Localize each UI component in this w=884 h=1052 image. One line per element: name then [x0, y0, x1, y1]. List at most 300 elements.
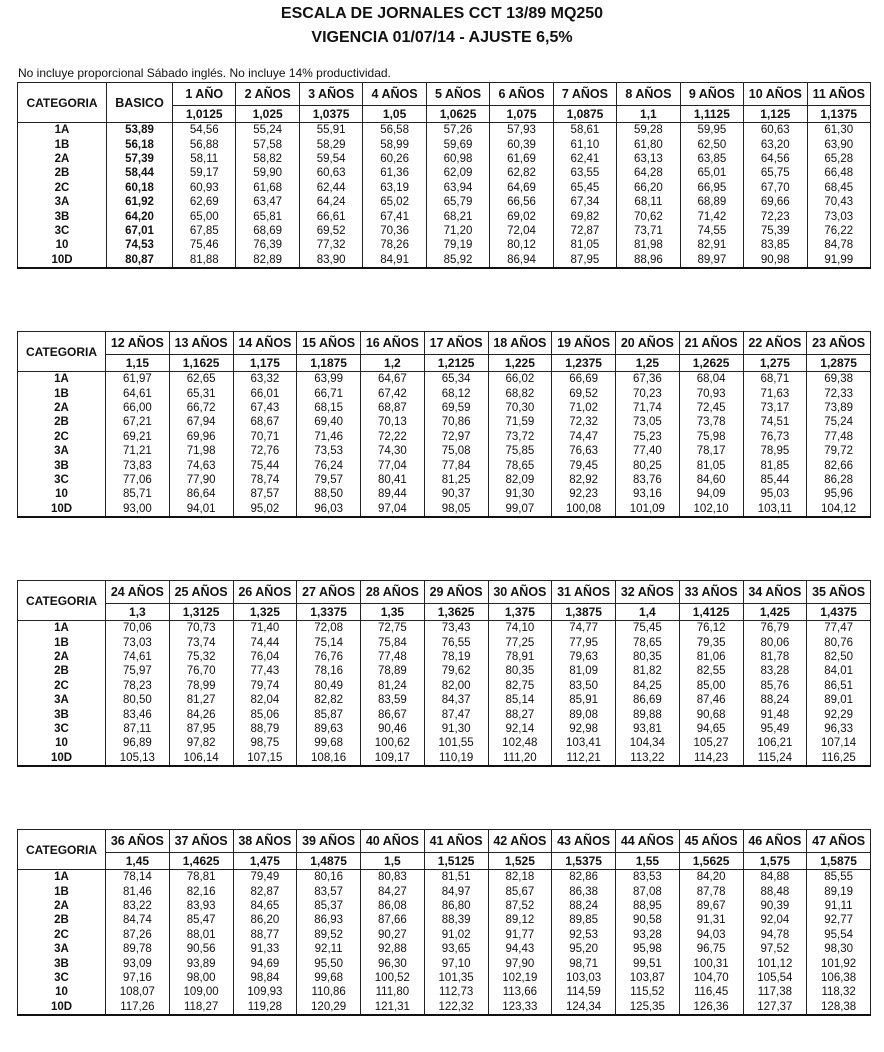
wage-cell: 92,53	[552, 928, 616, 942]
wage-cell: 110,19	[424, 751, 488, 766]
year-header: 34 AÑOS	[743, 581, 807, 604]
note-text: No incluye proporcional Sábado inglés. No incluye 14% productividad.	[18, 66, 391, 80]
wage-cell: 64,56	[744, 152, 807, 166]
factor-header: 1,375	[488, 604, 552, 621]
wage-cell: 74,61	[106, 650, 170, 664]
category-label: 2B	[18, 166, 107, 180]
wage-cell: 84,20	[679, 870, 743, 885]
category-label: 10D	[18, 502, 106, 517]
year-header: 9 AÑOS	[680, 83, 743, 106]
category-label: 3A	[18, 942, 106, 956]
wage-cell: 123,33	[488, 1000, 552, 1015]
wage-cell: 78,65	[616, 635, 680, 649]
category-label: 3B	[18, 458, 106, 472]
wage-cell: 71,21	[106, 444, 170, 458]
wage-cell: 72,22	[361, 430, 425, 444]
wage-cell: 91,11	[807, 899, 871, 913]
wage-cell: 125,35	[616, 1000, 680, 1015]
wage-cell: 81,88	[173, 253, 236, 268]
wage-cell: 68,71	[743, 372, 807, 387]
wage-cell: 78,65	[488, 458, 552, 472]
wage-cell: 84,37	[424, 693, 488, 707]
wage-cell: 92,11	[297, 942, 361, 956]
wage-cell: 113,22	[616, 751, 680, 766]
year-header: 31 AÑOS	[552, 581, 616, 604]
wage-cell: 70,36	[363, 224, 426, 238]
wage-cell: 94,09	[679, 487, 743, 501]
categoria-header: CATEGORIA	[18, 581, 106, 621]
basico-cell: 56,18	[107, 137, 173, 151]
category-label: 10D	[18, 751, 106, 766]
wage-cell: 128,38	[807, 1000, 871, 1015]
wage-cell: 85,14	[488, 693, 552, 707]
table-row	[18, 913, 871, 927]
wage-cell: 83,50	[552, 679, 616, 693]
wage-cell: 90,68	[679, 707, 743, 721]
year-header: 33 AÑOS	[679, 581, 743, 604]
wage-cell: 85,87	[297, 707, 361, 721]
year-header: 46 AÑOS	[743, 830, 807, 853]
table-row	[18, 458, 871, 472]
wage-cell: 71,40	[233, 621, 297, 636]
wage-cell: 70,13	[361, 415, 425, 429]
wage-cell: 66,00	[106, 401, 170, 415]
year-header: 8 AÑOS	[617, 83, 680, 106]
wage-cell: 89,52	[297, 928, 361, 942]
wage-cell: 67,94	[169, 415, 233, 429]
wage-cell: 75,44	[233, 458, 297, 472]
wage-cell: 102,10	[679, 502, 743, 517]
wage-cell: 75,46	[173, 238, 236, 252]
wage-cell: 68,67	[233, 415, 297, 429]
category-label: 10D	[18, 253, 107, 268]
wage-cell: 115,52	[616, 985, 680, 999]
wage-cell: 89,12	[488, 913, 552, 927]
wage-cell: 86,93	[297, 913, 361, 927]
wage-cell: 77,06	[106, 473, 170, 487]
page-subtitle: VIGENCIA 01/07/14 - AJUSTE 6,5%	[311, 29, 573, 46]
wage-cell: 83,28	[743, 664, 807, 678]
wage-cell: 92,14	[488, 722, 552, 736]
table-row	[18, 166, 871, 180]
wage-cell: 127,37	[743, 1000, 807, 1015]
wage-cell: 70,73	[169, 621, 233, 636]
wage-cell: 61,69	[490, 152, 553, 166]
factor-header: 1,5375	[552, 853, 616, 870]
factor-header: 1,5875	[807, 853, 871, 870]
wage-cell: 76,79	[743, 621, 807, 636]
wage-cell: 91,33	[233, 942, 297, 956]
wage-cell: 78,81	[169, 870, 233, 885]
factor-header: 1,3625	[424, 604, 488, 621]
wage-cell: 88,95	[616, 899, 680, 913]
wage-cell: 68,87	[361, 401, 425, 415]
wage-cell: 77,25	[488, 635, 552, 649]
table-row	[18, 209, 871, 223]
wage-cell: 97,16	[106, 971, 170, 985]
wage-cell: 65,45	[553, 181, 616, 195]
wage-cell: 67,21	[106, 415, 170, 429]
wage-cell: 107,14	[807, 736, 871, 750]
table-row	[18, 444, 871, 458]
year-header: 1 AÑO	[173, 83, 236, 106]
wage-cell: 81,82	[616, 664, 680, 678]
wage-cell: 75,98	[679, 430, 743, 444]
wage-cell: 96,30	[361, 956, 425, 970]
wage-cell: 115,24	[743, 751, 807, 766]
wage-cell: 92,77	[807, 913, 871, 927]
factor-header: 1,225	[488, 355, 552, 372]
wage-cell: 83,93	[169, 899, 233, 913]
wage-cell: 83,85	[744, 238, 807, 252]
wage-cell: 87,11	[106, 722, 170, 736]
wage-cell: 65,34	[424, 372, 488, 387]
wage-cell: 92,04	[743, 913, 807, 927]
wage-cell: 78,16	[297, 664, 361, 678]
wage-cell: 80,49	[297, 679, 361, 693]
wage-cell: 57,93	[490, 123, 553, 138]
wage-cell: 103,41	[552, 736, 616, 750]
wage-cell: 98,05	[424, 502, 488, 517]
wage-cell: 66,56	[490, 195, 553, 209]
wage-cell: 81,27	[169, 693, 233, 707]
table-row	[18, 401, 871, 415]
wage-cell: 60,26	[363, 152, 426, 166]
wage-cell: 59,69	[426, 137, 489, 151]
year-header: 13 AÑOS	[169, 332, 233, 355]
wage-cell: 83,59	[361, 693, 425, 707]
wage-cell: 78,26	[363, 238, 426, 252]
wage-cell: 114,59	[552, 985, 616, 999]
factor-header: 1,4625	[169, 853, 233, 870]
wage-cell: 102,19	[488, 971, 552, 985]
wage-cell: 89,67	[679, 899, 743, 913]
table-row	[18, 621, 871, 636]
wage-cell: 77,47	[807, 621, 871, 636]
wage-cell: 74,55	[680, 224, 743, 238]
year-header: 17 AÑOS	[424, 332, 488, 355]
wage-cell: 78,17	[679, 444, 743, 458]
wage-cell: 85,71	[106, 487, 170, 501]
wage-cell: 108,16	[297, 751, 361, 766]
basico-cell: 80,87	[107, 253, 173, 268]
wage-cell: 73,17	[743, 401, 807, 415]
wage-cell: 119,28	[233, 1000, 297, 1015]
wage-cell: 87,08	[616, 884, 680, 898]
wage-cell: 88,48	[743, 884, 807, 898]
wage-cell: 117,26	[106, 1000, 170, 1015]
wage-cell: 68,21	[426, 209, 489, 223]
category-label: 2B	[18, 664, 106, 678]
wage-cell: 90,46	[361, 722, 425, 736]
wage-cell: 69,96	[169, 430, 233, 444]
wage-cell: 82,09	[488, 473, 552, 487]
wage-cell: 85,67	[488, 884, 552, 898]
year-header: 32 AÑOS	[616, 581, 680, 604]
category-label: 3B	[18, 707, 106, 721]
wage-cell: 80,50	[106, 693, 170, 707]
wage-cell: 82,16	[169, 884, 233, 898]
wage-cell: 68,11	[617, 195, 680, 209]
wage-cell: 87,66	[361, 913, 425, 927]
year-header: 15 AÑOS	[297, 332, 361, 355]
table-row	[18, 635, 871, 649]
wage-cell: 70,30	[488, 401, 552, 415]
table-row	[18, 736, 871, 750]
table-row	[18, 372, 871, 387]
wage-cell: 87,78	[679, 884, 743, 898]
factor-header: 1,1625	[169, 355, 233, 372]
wage-cell: 87,47	[424, 707, 488, 721]
year-header: 26 AÑOS	[233, 581, 297, 604]
wage-cell: 73,71	[617, 224, 680, 238]
wage-cell: 72,08	[297, 621, 361, 636]
wage-cell: 65,01	[680, 166, 743, 180]
wage-cell: 63,99	[297, 372, 361, 387]
wage-cell: 101,35	[424, 971, 488, 985]
wage-cell: 69,21	[106, 430, 170, 444]
wage-cell: 103,11	[743, 502, 807, 517]
wage-cell: 75,39	[744, 224, 807, 238]
wage-cell: 69,66	[744, 195, 807, 209]
table-row	[18, 664, 871, 678]
wage-cell: 58,61	[553, 123, 616, 138]
wage-cell: 89,19	[807, 884, 871, 898]
factor-header: 1,325	[233, 604, 297, 621]
category-label: 3B	[18, 956, 106, 970]
table-row	[18, 971, 871, 985]
wage-cell: 91,99	[807, 253, 870, 268]
category-label: 2B	[18, 913, 106, 927]
table-row	[18, 152, 871, 166]
wage-cell: 92,23	[552, 487, 616, 501]
category-label: 2A	[18, 152, 107, 166]
category-label: 10	[18, 487, 106, 501]
wage-cell: 97,82	[169, 736, 233, 750]
wage-cell: 58,99	[363, 137, 426, 151]
year-header: 40 AÑOS	[361, 830, 425, 853]
wage-cell: 68,89	[680, 195, 743, 209]
wage-cell: 78,99	[169, 679, 233, 693]
wage-cell: 99,68	[297, 971, 361, 985]
wage-cell: 71,42	[680, 209, 743, 223]
year-header: 2 AÑOS	[236, 83, 299, 106]
factor-header: 1,3875	[552, 604, 616, 621]
wage-cell: 81,51	[424, 870, 488, 885]
wage-cell: 101,09	[616, 502, 680, 517]
wage-cell: 112,73	[424, 985, 488, 999]
wage-cell: 66,48	[807, 166, 870, 180]
wage-cell: 78,89	[361, 664, 425, 678]
wage-cell: 98,00	[169, 971, 233, 985]
wage-cell: 66,61	[299, 209, 362, 223]
wage-cell: 67,36	[616, 372, 680, 387]
table-row	[18, 238, 871, 252]
wage-cell: 90,58	[616, 913, 680, 927]
table-row	[18, 473, 871, 487]
wage-cell: 85,55	[807, 870, 871, 885]
wage-cell: 74,30	[361, 444, 425, 458]
wage-cell: 73,89	[807, 401, 871, 415]
wage-cell: 87,95	[553, 253, 616, 268]
factor-header: 1,5125	[424, 853, 488, 870]
wage-cell: 81,05	[553, 238, 616, 252]
factor-header: 1,15	[106, 355, 170, 372]
wage-cell: 92,98	[552, 722, 616, 736]
wage-cell: 81,25	[424, 473, 488, 487]
year-header: 23 AÑOS	[807, 332, 871, 355]
wage-cell: 65,31	[169, 386, 233, 400]
wage-cell: 84,91	[363, 253, 426, 268]
wage-cell: 83,90	[299, 253, 362, 268]
category-label: 1B	[18, 884, 106, 898]
wage-cell: 70,06	[106, 621, 170, 636]
wage-cell: 90,56	[169, 942, 233, 956]
category-label: 3C	[18, 473, 106, 487]
wage-cell: 89,44	[361, 487, 425, 501]
year-header: 20 AÑOS	[616, 332, 680, 355]
wage-cell: 94,65	[679, 722, 743, 736]
wage-cell: 90,39	[743, 899, 807, 913]
wage-cell: 79,74	[233, 679, 297, 693]
wage-cell: 96,03	[297, 502, 361, 517]
wage-cell: 102,48	[488, 736, 552, 750]
table-row	[18, 956, 871, 970]
wage-cell: 76,73	[743, 430, 807, 444]
wage-cell: 56,88	[173, 137, 236, 151]
wage-cell: 86,80	[424, 899, 488, 913]
wage-cell: 100,08	[552, 502, 616, 517]
wage-cell: 84,27	[361, 884, 425, 898]
wage-cell: 111,20	[488, 751, 552, 766]
wage-cell: 74,63	[169, 458, 233, 472]
wage-cell: 63,90	[807, 137, 870, 151]
wage-cell: 104,34	[616, 736, 680, 750]
wage-cell: 69,52	[299, 224, 362, 238]
wage-table-4	[17, 829, 871, 1016]
wage-cell: 101,12	[743, 956, 807, 970]
year-header: 28 AÑOS	[361, 581, 425, 604]
category-label: 2A	[18, 899, 106, 913]
wage-cell: 76,39	[236, 238, 299, 252]
table-row	[18, 942, 871, 956]
year-header: 22 AÑOS	[743, 332, 807, 355]
wage-cell: 86,08	[361, 899, 425, 913]
category-label: 2B	[18, 415, 106, 429]
wage-cell: 65,28	[807, 152, 870, 166]
factor-header: 1,4375	[807, 604, 871, 621]
wage-cell: 99,07	[488, 502, 552, 517]
factor-header: 1,0625	[426, 106, 489, 123]
wage-cell: 75,08	[424, 444, 488, 458]
factor-header: 1,025	[236, 106, 299, 123]
wage-table-3	[17, 580, 871, 767]
wage-cell: 72,23	[744, 209, 807, 223]
basico-cell: 58,44	[107, 166, 173, 180]
wage-cell: 54,56	[173, 123, 236, 138]
wage-cell: 116,45	[679, 985, 743, 999]
category-label: 3C	[18, 722, 106, 736]
wage-cell: 71,20	[426, 224, 489, 238]
basico-cell: 61,92	[107, 195, 173, 209]
wage-cell: 64,28	[617, 166, 680, 180]
wage-cell: 89,97	[680, 253, 743, 268]
wage-cell: 77,40	[616, 444, 680, 458]
wage-cell: 61,97	[106, 372, 170, 387]
wage-cell: 82,75	[488, 679, 552, 693]
wage-table-1	[17, 82, 871, 269]
year-header: 43 AÑOS	[552, 830, 616, 853]
wage-cell: 89,85	[552, 913, 616, 927]
wage-cell: 73,53	[297, 444, 361, 458]
categoria-header: CATEGORIA	[18, 332, 106, 372]
wage-cell: 99,51	[616, 956, 680, 970]
factor-header: 1,2625	[679, 355, 743, 372]
wage-cell: 82,92	[552, 473, 616, 487]
category-label: 2C	[18, 181, 107, 195]
wage-cell: 101,92	[807, 956, 871, 970]
wage-cell: 110,86	[297, 985, 361, 999]
year-header: 47 AÑOS	[807, 830, 871, 853]
wage-cell: 91,48	[743, 707, 807, 721]
wage-cell: 82,82	[297, 693, 361, 707]
wage-cell: 72,87	[553, 224, 616, 238]
wage-cell: 66,20	[617, 181, 680, 195]
year-header: 35 AÑOS	[807, 581, 871, 604]
wage-cell: 58,29	[299, 137, 362, 151]
table-row	[18, 899, 871, 913]
year-header: 30 AÑOS	[488, 581, 552, 604]
wage-cell: 89,88	[616, 707, 680, 721]
wage-cell: 60,63	[744, 123, 807, 138]
wage-cell: 94,69	[233, 956, 297, 970]
wage-cell: 67,70	[744, 181, 807, 195]
factor-header: 1,2875	[807, 355, 871, 372]
wage-cell: 126,36	[679, 1000, 743, 1015]
wage-cell: 95,54	[807, 928, 871, 942]
wage-cell: 82,18	[488, 870, 552, 885]
wage-cell: 74,47	[552, 430, 616, 444]
wage-table-2	[17, 331, 871, 518]
wage-cell: 85,91	[552, 693, 616, 707]
wage-cell: 75,84	[361, 635, 425, 649]
wage-cell: 66,72	[169, 401, 233, 415]
wage-cell: 72,75	[361, 621, 425, 636]
wage-cell: 62,41	[553, 152, 616, 166]
wage-cell: 94,01	[169, 502, 233, 517]
table-row	[18, 693, 871, 707]
wage-cell: 69,59	[424, 401, 488, 415]
factor-header: 1,1875	[297, 355, 361, 372]
wage-cell: 95,96	[807, 487, 871, 501]
wage-cell: 62,69	[173, 195, 236, 209]
wage-cell: 112,21	[552, 751, 616, 766]
wage-cell: 65,00	[173, 209, 236, 223]
factor-header: 1,2	[361, 355, 425, 372]
wage-cell: 55,91	[299, 123, 362, 138]
table-row	[18, 386, 871, 400]
wage-cell: 84,88	[743, 870, 807, 885]
wage-cell: 74,44	[233, 635, 297, 649]
wage-cell: 82,66	[807, 458, 871, 472]
year-header: 38 AÑOS	[233, 830, 297, 853]
factor-header: 1,5625	[679, 853, 743, 870]
factor-header: 1,1	[617, 106, 680, 123]
wage-cell: 85,92	[426, 253, 489, 268]
wage-cell: 75,45	[616, 621, 680, 636]
wage-cell: 76,12	[679, 621, 743, 636]
factor-header: 1,35	[361, 604, 425, 621]
